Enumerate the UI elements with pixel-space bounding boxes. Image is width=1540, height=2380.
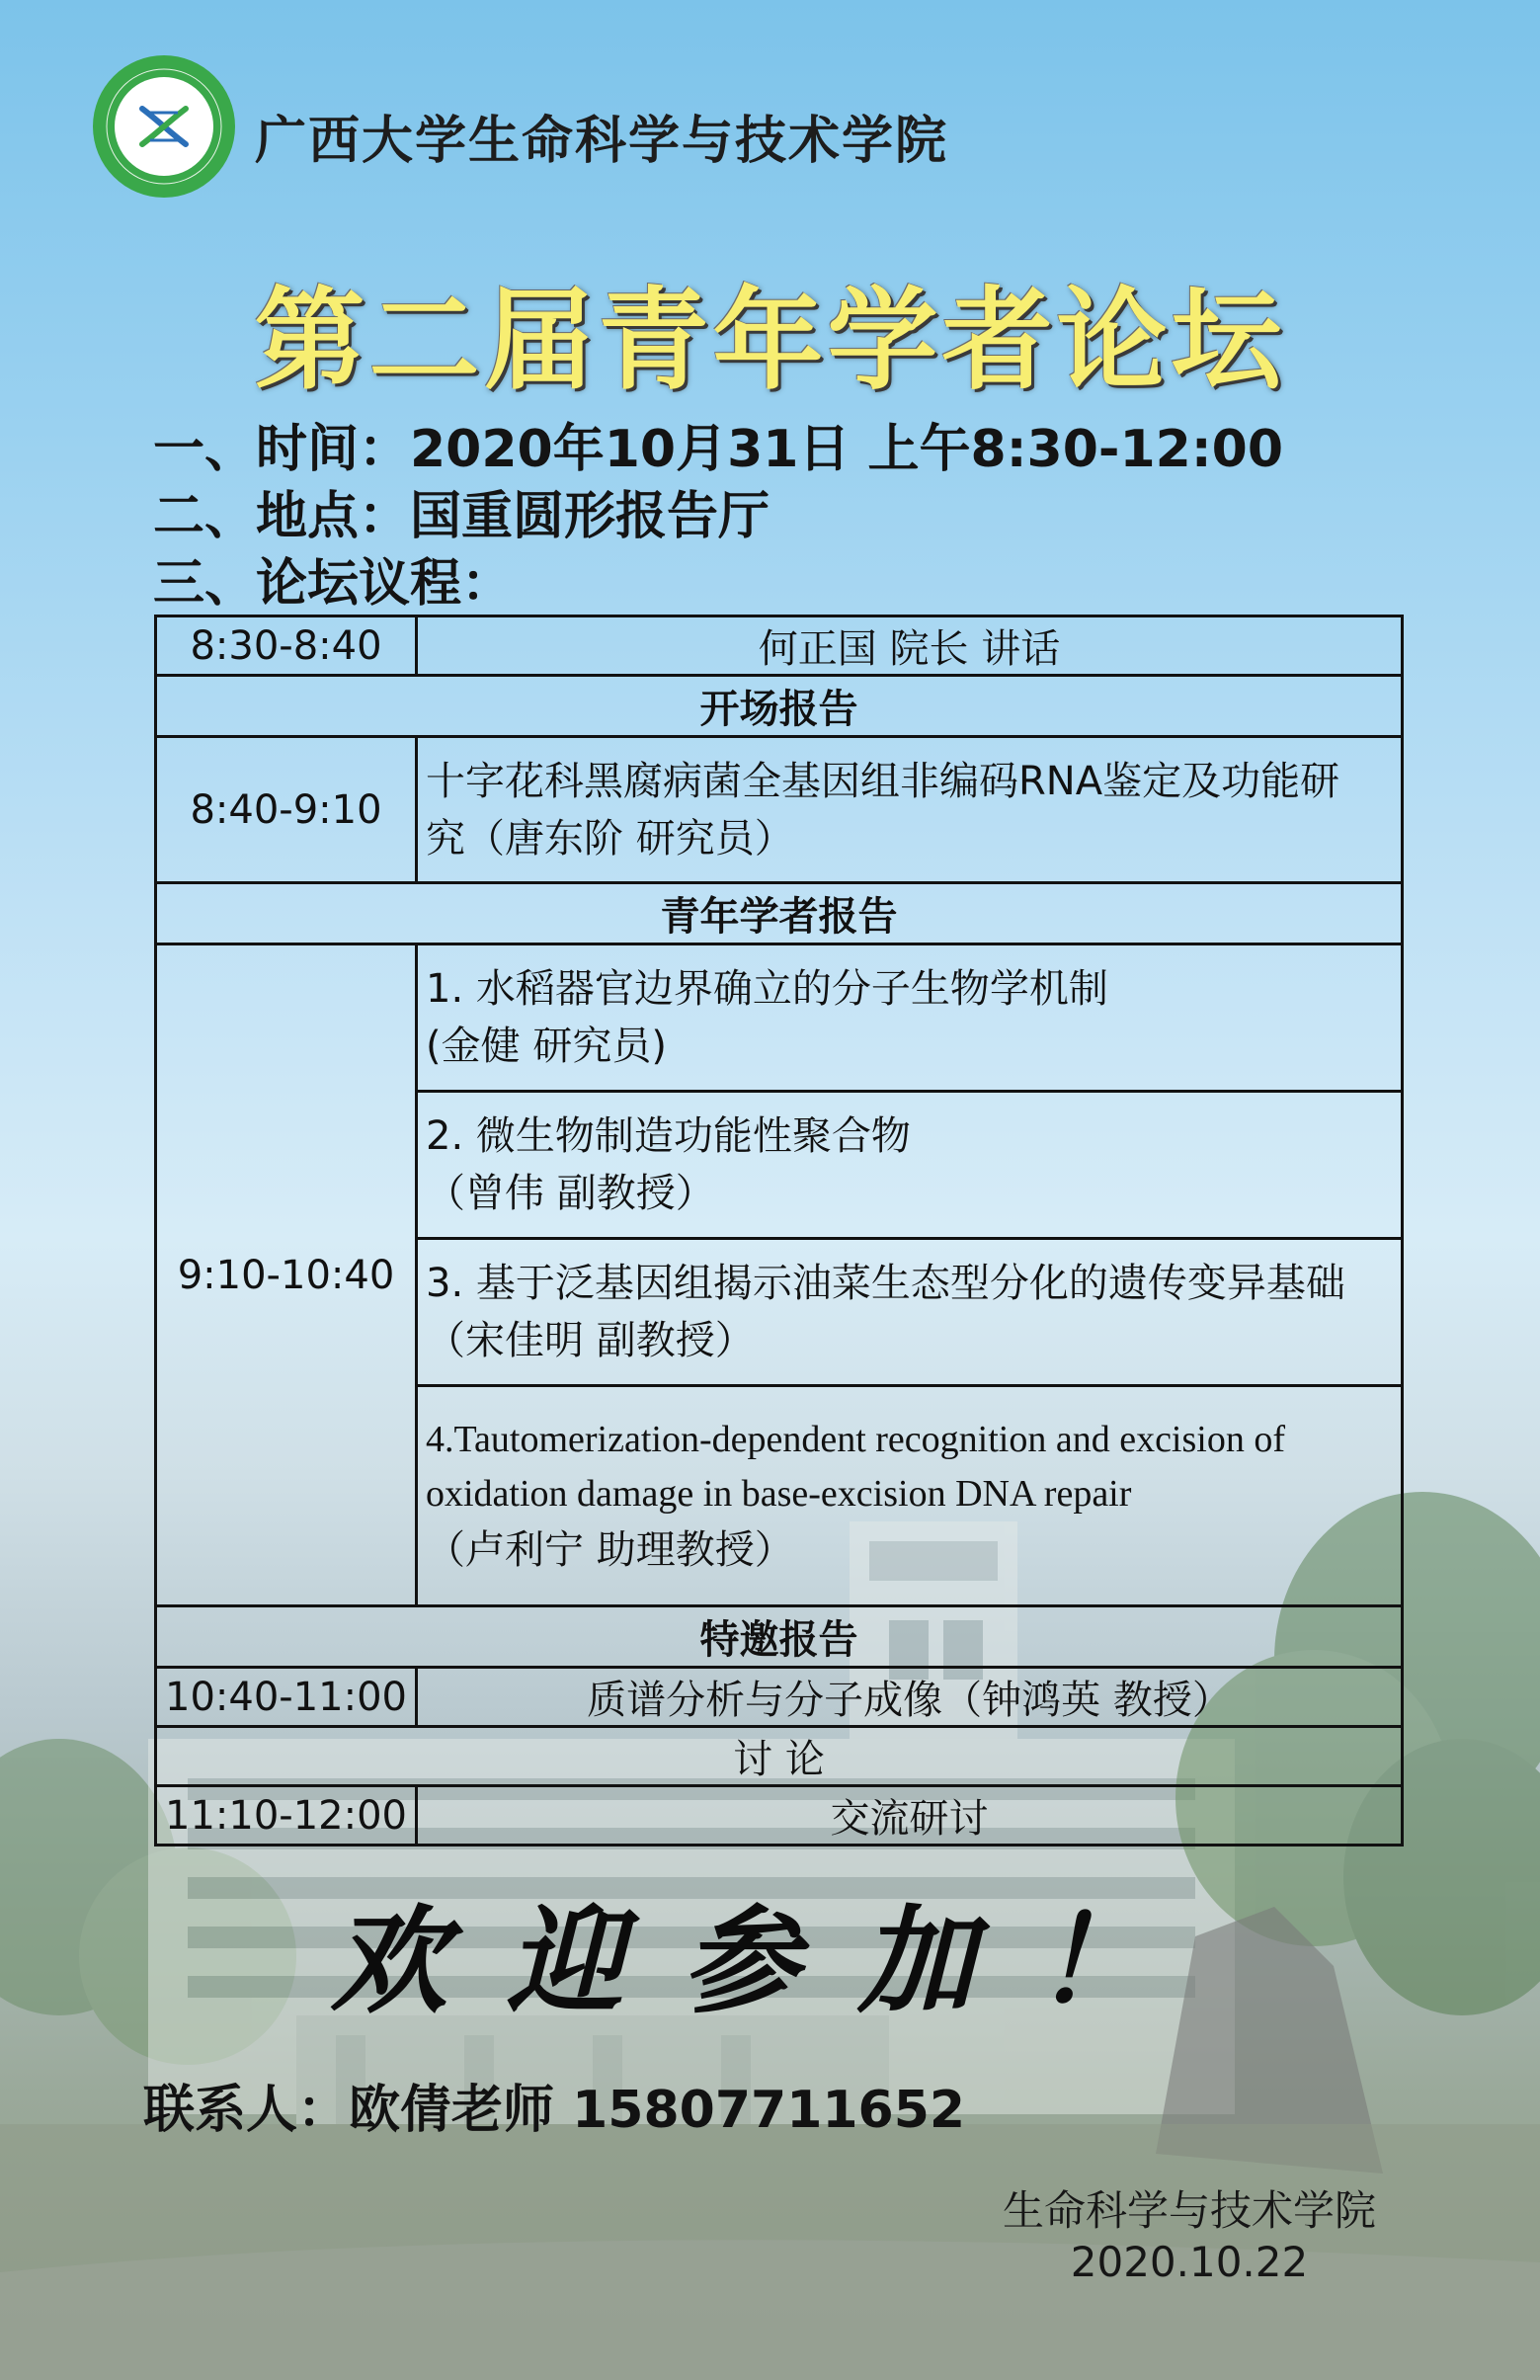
section-title: 青年学者报告	[156, 883, 1403, 944]
agenda-heading: 三、论坛议程：	[153, 554, 514, 614]
agenda-table	[154, 615, 1404, 1847]
section-row	[156, 676, 1403, 737]
time-cell: 8:40-9:10	[156, 737, 417, 883]
table-row	[156, 1786, 1403, 1846]
footer-org: 生命科学与技术学院	[1002, 2186, 1376, 2235]
time-cell: 10:40-11:00	[156, 1668, 417, 1727]
section-row	[156, 1606, 1403, 1668]
contact-line: 联系人：欧倩老师 15807711652	[143, 2081, 966, 2140]
table-row	[156, 737, 1403, 883]
table-row	[156, 616, 1403, 676]
discussion-cell: 讨 论	[156, 1727, 1403, 1786]
section-title: 特邀报告	[156, 1606, 1403, 1668]
table-row	[156, 944, 1403, 1092]
topic-line: 2. 微生物制造功能性聚合物	[426, 1113, 911, 1159]
topic-line: 1. 水稻器官边界确立的分子生物学机制	[426, 966, 1108, 1012]
item-cell: 交流研讨	[417, 1786, 1403, 1846]
place-line: 二、地点：国重圆形报告厅	[153, 487, 770, 546]
topic-line: （曾伟 副教授）	[426, 1171, 715, 1216]
topic-line: （卢利宁 助理教授）	[426, 1527, 794, 1574]
topic-line: (金健 研究员)	[426, 1024, 667, 1069]
topic-line: 究（唐东阶 研究员）	[426, 815, 794, 862]
welcome-slogan: 欢迎参加！	[330, 1892, 1210, 2029]
topic-line: oxidation damage in base-excision DNA repair	[426, 1473, 1132, 1515]
time-cell: 11:10-12:00	[156, 1786, 417, 1846]
item-cell: 质谱分析与分子成像（钟鸿英 教授）	[417, 1668, 1403, 1727]
forum-title: 第二届青年学者论坛	[254, 277, 1286, 405]
topic-cell	[417, 944, 1403, 1092]
footer-date: 2020.10.22	[1070, 2238, 1309, 2286]
topic-cell	[417, 1386, 1403, 1606]
topic-cell	[417, 1092, 1403, 1239]
topic-line: 4.Tautomerization-dependent recognition and excision of	[426, 1418, 1285, 1460]
topic-line: （宋佳明 副教授）	[426, 1318, 755, 1363]
topic-line: 十字花科黑腐病菌全基因组非编码RNA鉴定及功能研	[426, 758, 1340, 804]
org-name: 广西大学生命科学与技术学院	[255, 112, 949, 171]
college-logo	[89, 51, 239, 202]
section-title: 开场报告	[156, 676, 1403, 737]
time-cell: 8:30-8:40	[156, 616, 417, 676]
topic-line: 3. 基于泛基因组揭示油菜生态型分化的遗传变异基础	[426, 1261, 1345, 1306]
time-line: 一、时间：2020年10月31日 上午8:30-12:00	[153, 420, 1284, 479]
table-row	[156, 1668, 1403, 1727]
topic-cell	[417, 1239, 1403, 1386]
topic-cell	[417, 737, 1403, 883]
item-cell: 何正国 院长 讲话	[417, 616, 1403, 676]
section-row	[156, 1727, 1403, 1786]
time-cell: 9:10-10:40	[156, 944, 417, 1606]
section-row	[156, 883, 1403, 944]
